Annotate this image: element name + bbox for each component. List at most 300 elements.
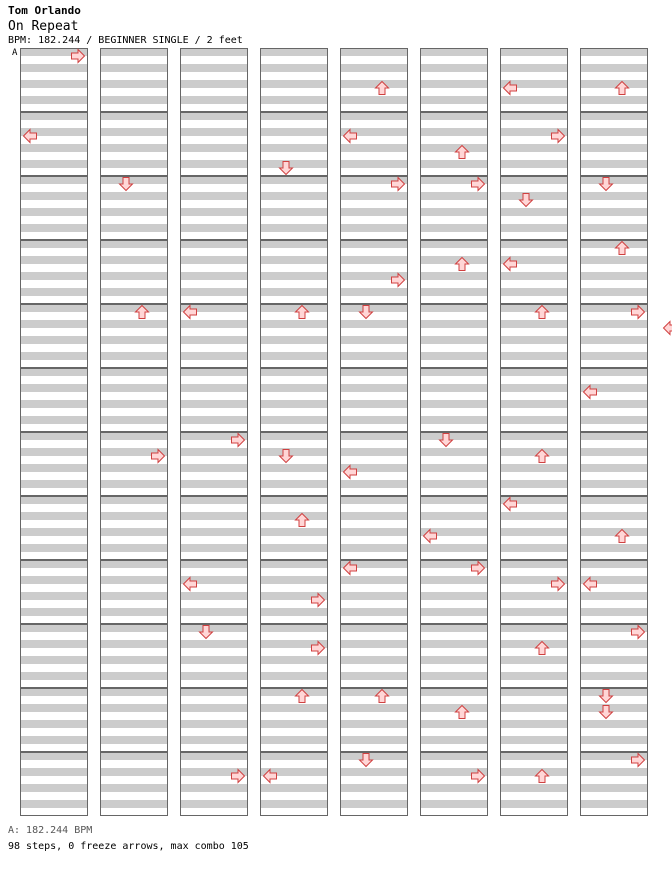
beat-stripe bbox=[20, 208, 88, 216]
beat-stripe bbox=[180, 544, 248, 552]
beat-stripe bbox=[340, 480, 408, 488]
measure bbox=[420, 304, 488, 368]
beat-stripe bbox=[100, 208, 168, 216]
beat-stripe bbox=[500, 368, 568, 376]
beat-stripe bbox=[20, 96, 88, 104]
beat-stripe bbox=[100, 368, 168, 376]
beat-stripe bbox=[420, 480, 488, 488]
beat-stripe bbox=[260, 384, 328, 392]
measure bbox=[580, 496, 648, 560]
beat-stripe bbox=[180, 112, 248, 120]
beat-stripe bbox=[260, 400, 328, 408]
measure bbox=[20, 624, 88, 688]
beat-stripe bbox=[100, 272, 168, 280]
beat-stripe bbox=[20, 288, 88, 296]
beat-stripe bbox=[260, 544, 328, 552]
beat-stripe bbox=[420, 688, 488, 696]
beat-stripe bbox=[580, 464, 648, 472]
beat-stripe bbox=[340, 320, 408, 328]
beat-stripe bbox=[20, 784, 88, 792]
beat-stripe bbox=[580, 592, 648, 600]
beat-stripe bbox=[20, 400, 88, 408]
beat-stripe bbox=[340, 688, 408, 696]
measure bbox=[500, 752, 568, 816]
beat-stripe bbox=[180, 320, 248, 328]
beat-stripe bbox=[340, 208, 408, 216]
measure bbox=[260, 560, 328, 624]
beat-stripe bbox=[180, 144, 248, 152]
beat-stripe bbox=[420, 544, 488, 552]
measure bbox=[100, 240, 168, 304]
beat-stripe bbox=[340, 256, 408, 264]
beat-stripe bbox=[420, 128, 488, 136]
beat-stripe bbox=[340, 336, 408, 344]
measure bbox=[260, 432, 328, 496]
beat-stripe bbox=[20, 752, 88, 760]
measure bbox=[260, 496, 328, 560]
measure bbox=[500, 560, 568, 624]
measure bbox=[260, 240, 328, 304]
beat-stripe bbox=[500, 336, 568, 344]
beat-stripe bbox=[100, 144, 168, 152]
beat-stripe bbox=[260, 320, 328, 328]
beat-stripe bbox=[580, 336, 648, 344]
beat-stripe bbox=[180, 656, 248, 664]
beat-stripe bbox=[100, 304, 168, 312]
measure bbox=[420, 48, 488, 112]
beat-stripe bbox=[20, 704, 88, 712]
beat-stripe bbox=[420, 576, 488, 584]
beat-stripe bbox=[260, 608, 328, 616]
beat-stripe bbox=[260, 48, 328, 56]
beat-stripe bbox=[100, 384, 168, 392]
beat-stripe bbox=[260, 96, 328, 104]
measure bbox=[20, 496, 88, 560]
beat-stripe bbox=[20, 432, 88, 440]
beat-stripe bbox=[580, 688, 648, 696]
beat-stripe bbox=[580, 80, 648, 88]
beat-stripe bbox=[500, 608, 568, 616]
beat-stripe bbox=[180, 480, 248, 488]
beat-stripe bbox=[20, 576, 88, 584]
beat-stripe bbox=[340, 720, 408, 728]
measure bbox=[260, 304, 328, 368]
beat-stripe bbox=[260, 416, 328, 424]
beat-stripe bbox=[260, 368, 328, 376]
beat-stripe bbox=[100, 288, 168, 296]
beat-stripe bbox=[500, 400, 568, 408]
artist-name: Tom Orlando bbox=[8, 4, 81, 17]
beat-stripe bbox=[100, 720, 168, 728]
measure bbox=[100, 752, 168, 816]
measure bbox=[420, 496, 488, 560]
beat-stripe bbox=[20, 192, 88, 200]
beat-stripe bbox=[340, 752, 408, 760]
beat-stripe bbox=[260, 112, 328, 120]
beat-stripe bbox=[180, 560, 248, 568]
beat-stripe bbox=[260, 160, 328, 168]
beat-stripe bbox=[100, 400, 168, 408]
beat-stripe bbox=[420, 192, 488, 200]
beat-stripe bbox=[20, 560, 88, 568]
beat-stripe bbox=[180, 128, 248, 136]
beat-stripe bbox=[580, 288, 648, 296]
beat-stripe bbox=[180, 288, 248, 296]
beat-stripe bbox=[580, 416, 648, 424]
beat-stripe bbox=[500, 432, 568, 440]
beat-stripe bbox=[20, 768, 88, 776]
beat-stripe bbox=[580, 512, 648, 520]
beat-stripe bbox=[420, 288, 488, 296]
beat-stripe bbox=[180, 512, 248, 520]
beat-stripe bbox=[420, 672, 488, 680]
beat-stripe bbox=[500, 528, 568, 536]
beat-stripe bbox=[100, 416, 168, 424]
beat-stripe bbox=[340, 368, 408, 376]
measure bbox=[20, 240, 88, 304]
measure bbox=[180, 176, 248, 240]
measure bbox=[420, 112, 488, 176]
beat-stripe bbox=[500, 688, 568, 696]
beat-stripe bbox=[500, 240, 568, 248]
beat-stripe bbox=[420, 448, 488, 456]
beat-stripe bbox=[420, 416, 488, 424]
beat-stripe bbox=[20, 336, 88, 344]
beat-stripe bbox=[340, 672, 408, 680]
beat-stripe bbox=[100, 112, 168, 120]
beat-stripe bbox=[100, 640, 168, 648]
beat-stripe bbox=[180, 800, 248, 808]
beat-stripe bbox=[180, 528, 248, 536]
beat-stripe bbox=[420, 800, 488, 808]
measure bbox=[100, 176, 168, 240]
beat-stripe bbox=[100, 96, 168, 104]
beat-stripe bbox=[500, 192, 568, 200]
beat-stripe bbox=[100, 64, 168, 72]
beat-stripe bbox=[580, 176, 648, 184]
measure bbox=[340, 432, 408, 496]
measure bbox=[100, 432, 168, 496]
beat-stripe bbox=[420, 656, 488, 664]
beat-stripe bbox=[340, 768, 408, 776]
measure bbox=[100, 496, 168, 560]
beat-stripe bbox=[500, 512, 568, 520]
beat-stripe bbox=[420, 704, 488, 712]
beat-stripe bbox=[260, 336, 328, 344]
beat-stripe bbox=[580, 96, 648, 104]
beat-stripe bbox=[580, 160, 648, 168]
beat-stripe bbox=[500, 352, 568, 360]
measure bbox=[180, 368, 248, 432]
beat-stripe bbox=[420, 64, 488, 72]
beat-stripe bbox=[180, 256, 248, 264]
beat-stripe bbox=[500, 464, 568, 472]
beat-stripe bbox=[20, 112, 88, 120]
measure bbox=[420, 688, 488, 752]
beat-stripe bbox=[580, 432, 648, 440]
beat-stripe bbox=[100, 160, 168, 168]
measure bbox=[20, 176, 88, 240]
beat-stripe bbox=[260, 800, 328, 808]
beat-stripe bbox=[260, 720, 328, 728]
beat-stripe bbox=[340, 80, 408, 88]
beat-stripe bbox=[20, 224, 88, 232]
beat-stripe bbox=[20, 320, 88, 328]
measure bbox=[500, 368, 568, 432]
measure bbox=[340, 496, 408, 560]
beat-stripe bbox=[100, 576, 168, 584]
beat-stripe bbox=[260, 304, 328, 312]
beat-stripe bbox=[580, 240, 648, 248]
beat-stripe bbox=[20, 160, 88, 168]
beat-stripe bbox=[500, 480, 568, 488]
beat-stripe bbox=[580, 800, 648, 808]
beat-stripe bbox=[340, 640, 408, 648]
beat-stripe bbox=[100, 320, 168, 328]
beat-stripe bbox=[260, 656, 328, 664]
beat-stripe bbox=[100, 736, 168, 744]
song-title: On Repeat bbox=[8, 19, 79, 34]
beat-stripe bbox=[260, 64, 328, 72]
beat-stripe bbox=[500, 176, 568, 184]
beat-stripe bbox=[20, 544, 88, 552]
beat-stripe bbox=[180, 176, 248, 184]
measure bbox=[580, 240, 648, 304]
measure bbox=[180, 112, 248, 176]
beat-stripe bbox=[580, 192, 648, 200]
beat-stripe bbox=[20, 240, 88, 248]
beat-stripe bbox=[180, 592, 248, 600]
measure bbox=[340, 368, 408, 432]
measure bbox=[260, 176, 328, 240]
measure bbox=[420, 240, 488, 304]
measure bbox=[260, 688, 328, 752]
beat-stripe bbox=[580, 656, 648, 664]
measure bbox=[20, 112, 88, 176]
beat-stripe bbox=[100, 544, 168, 552]
beat-stripe bbox=[180, 752, 248, 760]
beat-stripe bbox=[500, 768, 568, 776]
measure bbox=[180, 624, 248, 688]
beat-stripe bbox=[420, 352, 488, 360]
beat-stripe bbox=[180, 80, 248, 88]
beat-stripe bbox=[20, 176, 88, 184]
measure bbox=[580, 432, 648, 496]
beat-stripe bbox=[500, 304, 568, 312]
measure bbox=[260, 48, 328, 112]
beat-stripe bbox=[100, 464, 168, 472]
beat-stripe bbox=[260, 352, 328, 360]
beat-stripe bbox=[500, 384, 568, 392]
beat-stripe bbox=[20, 736, 88, 744]
beat-stripe bbox=[340, 384, 408, 392]
beat-stripe bbox=[340, 576, 408, 584]
beat-stripe bbox=[340, 624, 408, 632]
measure bbox=[340, 624, 408, 688]
beat-stripe bbox=[260, 704, 328, 712]
beat-stripe bbox=[420, 400, 488, 408]
beat-stripe bbox=[260, 560, 328, 568]
beat-stripe bbox=[100, 688, 168, 696]
beat-stripe bbox=[20, 368, 88, 376]
beat-stripe bbox=[260, 288, 328, 296]
beat-stripe bbox=[580, 736, 648, 744]
measure bbox=[260, 752, 328, 816]
beat-stripe bbox=[100, 752, 168, 760]
measure bbox=[340, 112, 408, 176]
beat-stripe bbox=[500, 160, 568, 168]
measure bbox=[260, 112, 328, 176]
beat-stripe bbox=[340, 288, 408, 296]
beat-stripe bbox=[180, 464, 248, 472]
beat-stripe bbox=[580, 48, 648, 56]
beat-stripe bbox=[340, 512, 408, 520]
beat-stripe bbox=[340, 352, 408, 360]
beat-stripe bbox=[100, 672, 168, 680]
beat-stripe bbox=[420, 640, 488, 648]
beat-stripe bbox=[500, 416, 568, 424]
beat-stripe bbox=[420, 592, 488, 600]
beat-stripe bbox=[20, 608, 88, 616]
beat-stripe bbox=[20, 528, 88, 536]
beat-stripe bbox=[20, 672, 88, 680]
beat-stripe bbox=[500, 112, 568, 120]
beat-stripe bbox=[580, 272, 648, 280]
beat-stripe bbox=[180, 352, 248, 360]
beat-stripe bbox=[580, 768, 648, 776]
measure bbox=[260, 368, 328, 432]
beat-stripe bbox=[580, 320, 648, 328]
beat-stripe bbox=[340, 224, 408, 232]
beat-stripe bbox=[180, 384, 248, 392]
beat-stripe bbox=[260, 448, 328, 456]
beat-stripe bbox=[100, 432, 168, 440]
measure bbox=[20, 368, 88, 432]
chart-info: BPM: 182.244 / BEGINNER SINGLE / 2 feet bbox=[8, 35, 243, 46]
beat-stripe bbox=[420, 720, 488, 728]
beat-stripe bbox=[420, 496, 488, 504]
beat-stripe bbox=[100, 336, 168, 344]
beat-stripe bbox=[500, 656, 568, 664]
beat-stripe bbox=[20, 304, 88, 312]
measure bbox=[420, 752, 488, 816]
beat-stripe bbox=[260, 272, 328, 280]
beat-stripe bbox=[20, 256, 88, 264]
beat-stripe bbox=[20, 720, 88, 728]
beat-stripe bbox=[500, 624, 568, 632]
beat-stripe bbox=[100, 560, 168, 568]
beat-stripe bbox=[580, 400, 648, 408]
beat-stripe bbox=[340, 192, 408, 200]
beat-stripe bbox=[260, 576, 328, 584]
beat-stripe bbox=[100, 128, 168, 136]
measure bbox=[500, 304, 568, 368]
beat-stripe bbox=[580, 144, 648, 152]
beat-stripe bbox=[500, 672, 568, 680]
beat-stripe bbox=[340, 304, 408, 312]
beat-stripe bbox=[260, 672, 328, 680]
measure bbox=[580, 560, 648, 624]
beat-stripe bbox=[580, 480, 648, 488]
beat-stripe bbox=[180, 720, 248, 728]
beat-stripe bbox=[180, 496, 248, 504]
measure bbox=[500, 240, 568, 304]
beat-stripe bbox=[580, 784, 648, 792]
beat-stripe bbox=[340, 240, 408, 248]
beat-stripe bbox=[260, 256, 328, 264]
beat-stripe bbox=[580, 608, 648, 616]
beat-stripe bbox=[20, 80, 88, 88]
beat-stripe bbox=[260, 784, 328, 792]
beat-stripe bbox=[340, 96, 408, 104]
beat-stripe bbox=[500, 208, 568, 216]
beat-stripe bbox=[100, 784, 168, 792]
beat-stripe bbox=[100, 48, 168, 56]
beat-stripe bbox=[580, 720, 648, 728]
beat-stripe bbox=[20, 512, 88, 520]
beat-stripe bbox=[180, 96, 248, 104]
beat-stripe bbox=[500, 64, 568, 72]
measure bbox=[180, 48, 248, 112]
beat-stripe bbox=[260, 432, 328, 440]
beat-stripe bbox=[420, 608, 488, 616]
beat-stripe bbox=[260, 176, 328, 184]
beat-stripe bbox=[180, 240, 248, 248]
beat-stripe bbox=[260, 512, 328, 520]
measure bbox=[580, 176, 648, 240]
beat-stripe bbox=[340, 448, 408, 456]
beat-stripe bbox=[420, 144, 488, 152]
beat-stripe bbox=[500, 288, 568, 296]
beat-stripe bbox=[260, 480, 328, 488]
beat-stripe bbox=[420, 736, 488, 744]
beat-stripe bbox=[100, 224, 168, 232]
measure bbox=[500, 688, 568, 752]
beat-stripe bbox=[420, 304, 488, 312]
beat-stripe bbox=[180, 640, 248, 648]
beat-stripe bbox=[580, 368, 648, 376]
footer-bpm: A: 182.244 BPM bbox=[8, 825, 93, 836]
beat-stripe bbox=[20, 272, 88, 280]
beat-stripe bbox=[180, 688, 248, 696]
beat-stripe bbox=[180, 608, 248, 616]
beat-stripe bbox=[100, 592, 168, 600]
beat-stripe bbox=[100, 768, 168, 776]
beat-stripe bbox=[500, 224, 568, 232]
beat-stripe bbox=[420, 96, 488, 104]
beat-stripe bbox=[260, 144, 328, 152]
beat-stripe bbox=[580, 672, 648, 680]
beat-stripe bbox=[180, 224, 248, 232]
beat-stripe bbox=[420, 208, 488, 216]
beat-stripe bbox=[100, 192, 168, 200]
beat-stripe bbox=[580, 496, 648, 504]
beat-stripe bbox=[100, 256, 168, 264]
beat-stripe bbox=[420, 160, 488, 168]
beat-stripe bbox=[180, 160, 248, 168]
beat-stripe bbox=[20, 496, 88, 504]
beat-stripe bbox=[340, 656, 408, 664]
beat-stripe bbox=[420, 112, 488, 120]
measure bbox=[420, 368, 488, 432]
beat-stripe bbox=[180, 448, 248, 456]
beat-stripe bbox=[20, 416, 88, 424]
footer-stats: 98 steps, 0 freeze arrows, max combo 105 bbox=[8, 841, 249, 852]
beat-stripe bbox=[580, 64, 648, 72]
beat-stripe bbox=[420, 240, 488, 248]
measure bbox=[500, 432, 568, 496]
measure bbox=[100, 688, 168, 752]
